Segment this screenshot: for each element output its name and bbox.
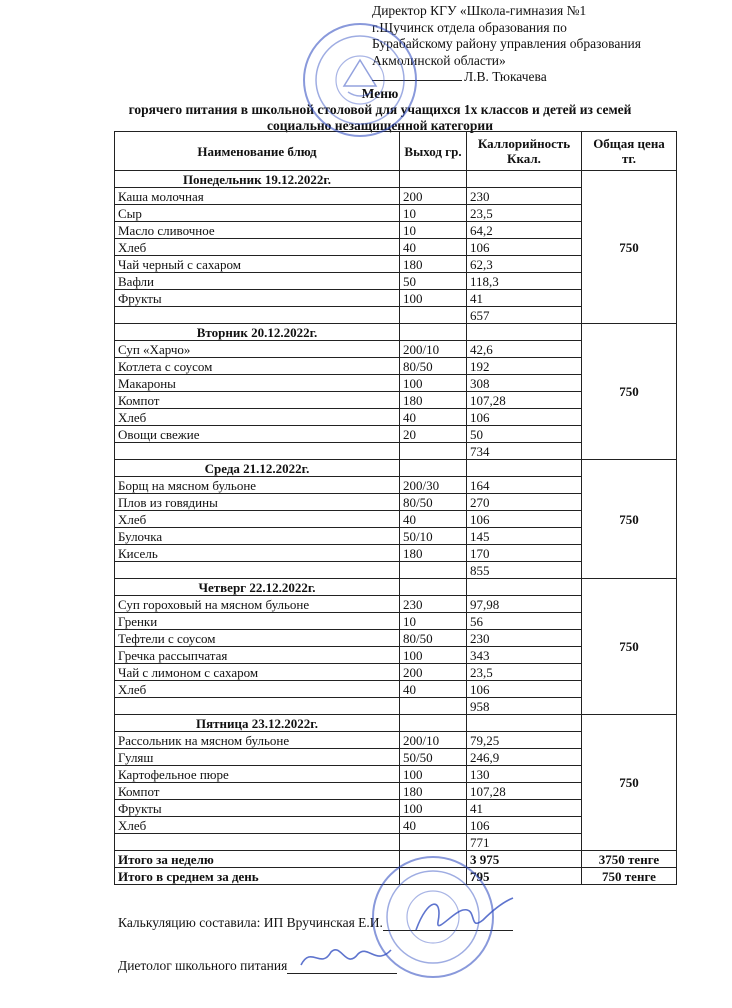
dish-kcal: 79,25 [467,732,582,749]
compiler-signature [408,892,518,942]
dish-kcal: 343 [467,647,582,664]
dish-weight: 40 [400,511,467,528]
header-weight: Выход гр. [400,132,467,171]
day-total-empty-weight [400,307,467,324]
day-header-empty-weight [400,324,467,341]
day-header-empty-kcal [467,579,582,596]
dish-weight: 180 [400,256,467,273]
day-header-empty-weight [400,171,467,188]
dish-name: Рассольник на мясном бульоне [115,732,400,749]
day-price: 750 [582,579,677,715]
approval-line-1: Директор КГУ «Школа-гимназия №1 [372,3,587,18]
dish-name: Тефтели с соусом [115,630,400,647]
dish-weight: 180 [400,392,467,409]
dish-weight: 100 [400,647,467,664]
avg-total-price: 750 тенге [582,868,677,885]
dish-kcal: 230 [467,188,582,205]
dish-kcal: 41 [467,800,582,817]
day-header-empty-weight [400,715,467,732]
dish-weight: 200 [400,664,467,681]
dish-name: Картофельное пюре [115,766,400,783]
day-header-row [115,460,677,477]
dish-kcal: 56 [467,613,582,630]
day-total-empty-name [115,307,400,324]
dish-name: Масло сливочное [115,222,400,239]
dish-weight: 200 [400,188,467,205]
dish-name: Гречка рассыпчатая [115,647,400,664]
dish-kcal: 246,9 [467,749,582,766]
dish-name: Хлеб [115,511,400,528]
day-total-empty-name [115,443,400,460]
dish-name: Хлеб [115,817,400,834]
header-kcal: Каллорийность Ккал. [467,132,582,171]
dish-weight: 10 [400,205,467,222]
dish-name: Фрукты [115,800,400,817]
dish-kcal: 50 [467,426,582,443]
dish-weight: 10 [400,222,467,239]
day-header-empty-kcal [467,171,582,188]
dish-name: Суп «Харчо» [115,341,400,358]
day-label: Вторник 20.12.2022г. [115,324,400,341]
dish-kcal: 130 [467,766,582,783]
day-total-empty-name [115,834,400,851]
dish-kcal: 230 [467,630,582,647]
dish-name: Кисель [115,545,400,562]
day-total-kcal: 734 [467,443,582,460]
dish-name: Хлеб [115,239,400,256]
day-header-row [115,579,677,596]
header-dish-name: Наименование блюд [115,132,400,171]
dish-name: Сыр [115,205,400,222]
dish-weight: 50/10 [400,528,467,545]
dish-kcal: 270 [467,494,582,511]
dish-weight: 40 [400,681,467,698]
menu-body [115,171,677,851]
dish-kcal: 164 [467,477,582,494]
day-total-empty-name [115,562,400,579]
day-price: 750 [582,460,677,579]
dish-kcal: 107,28 [467,783,582,800]
dish-name: Компот [115,783,400,800]
dish-weight: 80/50 [400,358,467,375]
dish-name: Борщ на мясном бульоне [115,477,400,494]
dish-name: Вафли [115,273,400,290]
week-total-label: Итого за неделю [115,851,400,868]
day-price: 750 [582,171,677,324]
day-total-kcal: 958 [467,698,582,715]
dish-weight: 20 [400,426,467,443]
week-total-price: 3750 тенге [582,851,677,868]
dish-name: Плов из говядины [115,494,400,511]
dish-weight: 80/50 [400,494,467,511]
dish-kcal: 64,2 [467,222,582,239]
dish-kcal: 308 [467,375,582,392]
dish-kcal: 41 [467,290,582,307]
dish-name: Овощи свежие [115,426,400,443]
day-total-empty-weight [400,443,467,460]
day-label: Среда 21.12.2022г. [115,460,400,477]
day-total-empty-weight [400,698,467,715]
title-line-1: Меню [361,86,399,101]
approval-line-3: Бурабайскому району управления образования [372,36,641,51]
dish-weight: 50 [400,273,467,290]
dish-weight: 50/50 [400,749,467,766]
dish-kcal: 23,5 [467,205,582,222]
school-stamp-top [300,20,420,140]
dish-kcal: 106 [467,239,582,256]
dish-weight: 230 [400,596,467,613]
dish-kcal: 106 [467,817,582,834]
dish-weight: 100 [400,290,467,307]
day-total-empty-weight [400,562,467,579]
day-total-kcal: 657 [467,307,582,324]
dish-weight: 180 [400,783,467,800]
dish-name: Котлета с соусом [115,358,400,375]
dish-kcal: 62,3 [467,256,582,273]
dish-name: Фрукты [115,290,400,307]
dish-weight: 40 [400,239,467,256]
dish-weight: 40 [400,817,467,834]
dish-name: Чай черный с сахаром [115,256,400,273]
week-total-kcal: 3 975 [467,851,582,868]
title-line-2: горячего питания в школьной столовой для учащихся 1х классов и детей из семей [128,102,632,117]
day-header-empty-kcal [467,324,582,341]
dish-weight: 80/50 [400,630,467,647]
dish-kcal: 118,3 [467,273,582,290]
dish-kcal: 106 [467,409,582,426]
day-total-empty-name [115,698,400,715]
dish-name: Гренки [115,613,400,630]
dish-name: Макароны [115,375,400,392]
day-header-row [115,715,677,732]
dish-weight: 200/10 [400,341,467,358]
dish-kcal: 145 [467,528,582,545]
day-header-empty-kcal [467,460,582,477]
dish-name: Каша молочная [115,188,400,205]
dish-weight: 200/10 [400,732,467,749]
day-header-empty-weight [400,579,467,596]
dish-weight: 180 [400,545,467,562]
dish-name: Хлеб [115,409,400,426]
dish-name: Компот [115,392,400,409]
avg-total-label: Итого в среднем за день [115,868,400,885]
approval-line-4: Акмолинской области» [372,52,506,68]
day-header-empty-weight [400,460,467,477]
dietitian-signature [296,940,396,980]
day-total-kcal: 855 [467,562,582,579]
day-label: Понедельник 19.12.2022г. [115,171,400,188]
menu-table [114,131,677,885]
day-label: Пятница 23.12.2022г. [115,715,400,732]
day-label: Четверг 22.12.2022г. [115,579,400,596]
approval-signer: Л.В. Тюкачева [464,69,547,84]
dish-name: Гуляш [115,749,400,766]
dish-name: Чай с лимоном с сахаром [115,664,400,681]
compiled-by-text: Калькуляцию составила: ИП Вручинская Е.И. [118,915,383,930]
day-price: 750 [582,324,677,460]
dish-weight: 100 [400,766,467,783]
dish-kcal: 170 [467,545,582,562]
dish-kcal: 42,6 [467,341,582,358]
approval-line-2: г.Щучинск отдела образования по [372,19,567,35]
dietitian-text: Диетолог школьного питания [118,958,288,973]
dish-weight: 40 [400,409,467,426]
day-header-row [115,171,677,188]
dish-kcal: 106 [467,681,582,698]
day-total-empty-weight [400,834,467,851]
dish-kcal: 97,98 [467,596,582,613]
dish-weight: 100 [400,800,467,817]
title-line-3: социально незащищенной категории [267,118,493,133]
avg-total-kcal: 795 [467,868,582,885]
dish-kcal: 107,28 [467,392,582,409]
header-price: Общая цена тг. [582,132,677,171]
dish-kcal: 192 [467,358,582,375]
day-header-row [115,324,677,341]
dish-name: Суп гороховый на мясном бульоне [115,596,400,613]
dish-name: Хлеб [115,681,400,698]
dish-weight: 100 [400,375,467,392]
dish-name: Булочка [115,528,400,545]
day-total-kcal: 771 [467,834,582,851]
dish-kcal: 106 [467,511,582,528]
dish-kcal: 23,5 [467,664,582,681]
day-header-empty-kcal [467,715,582,732]
day-price: 750 [582,715,677,851]
dish-weight: 200/30 [400,477,467,494]
dish-weight: 10 [400,613,467,630]
